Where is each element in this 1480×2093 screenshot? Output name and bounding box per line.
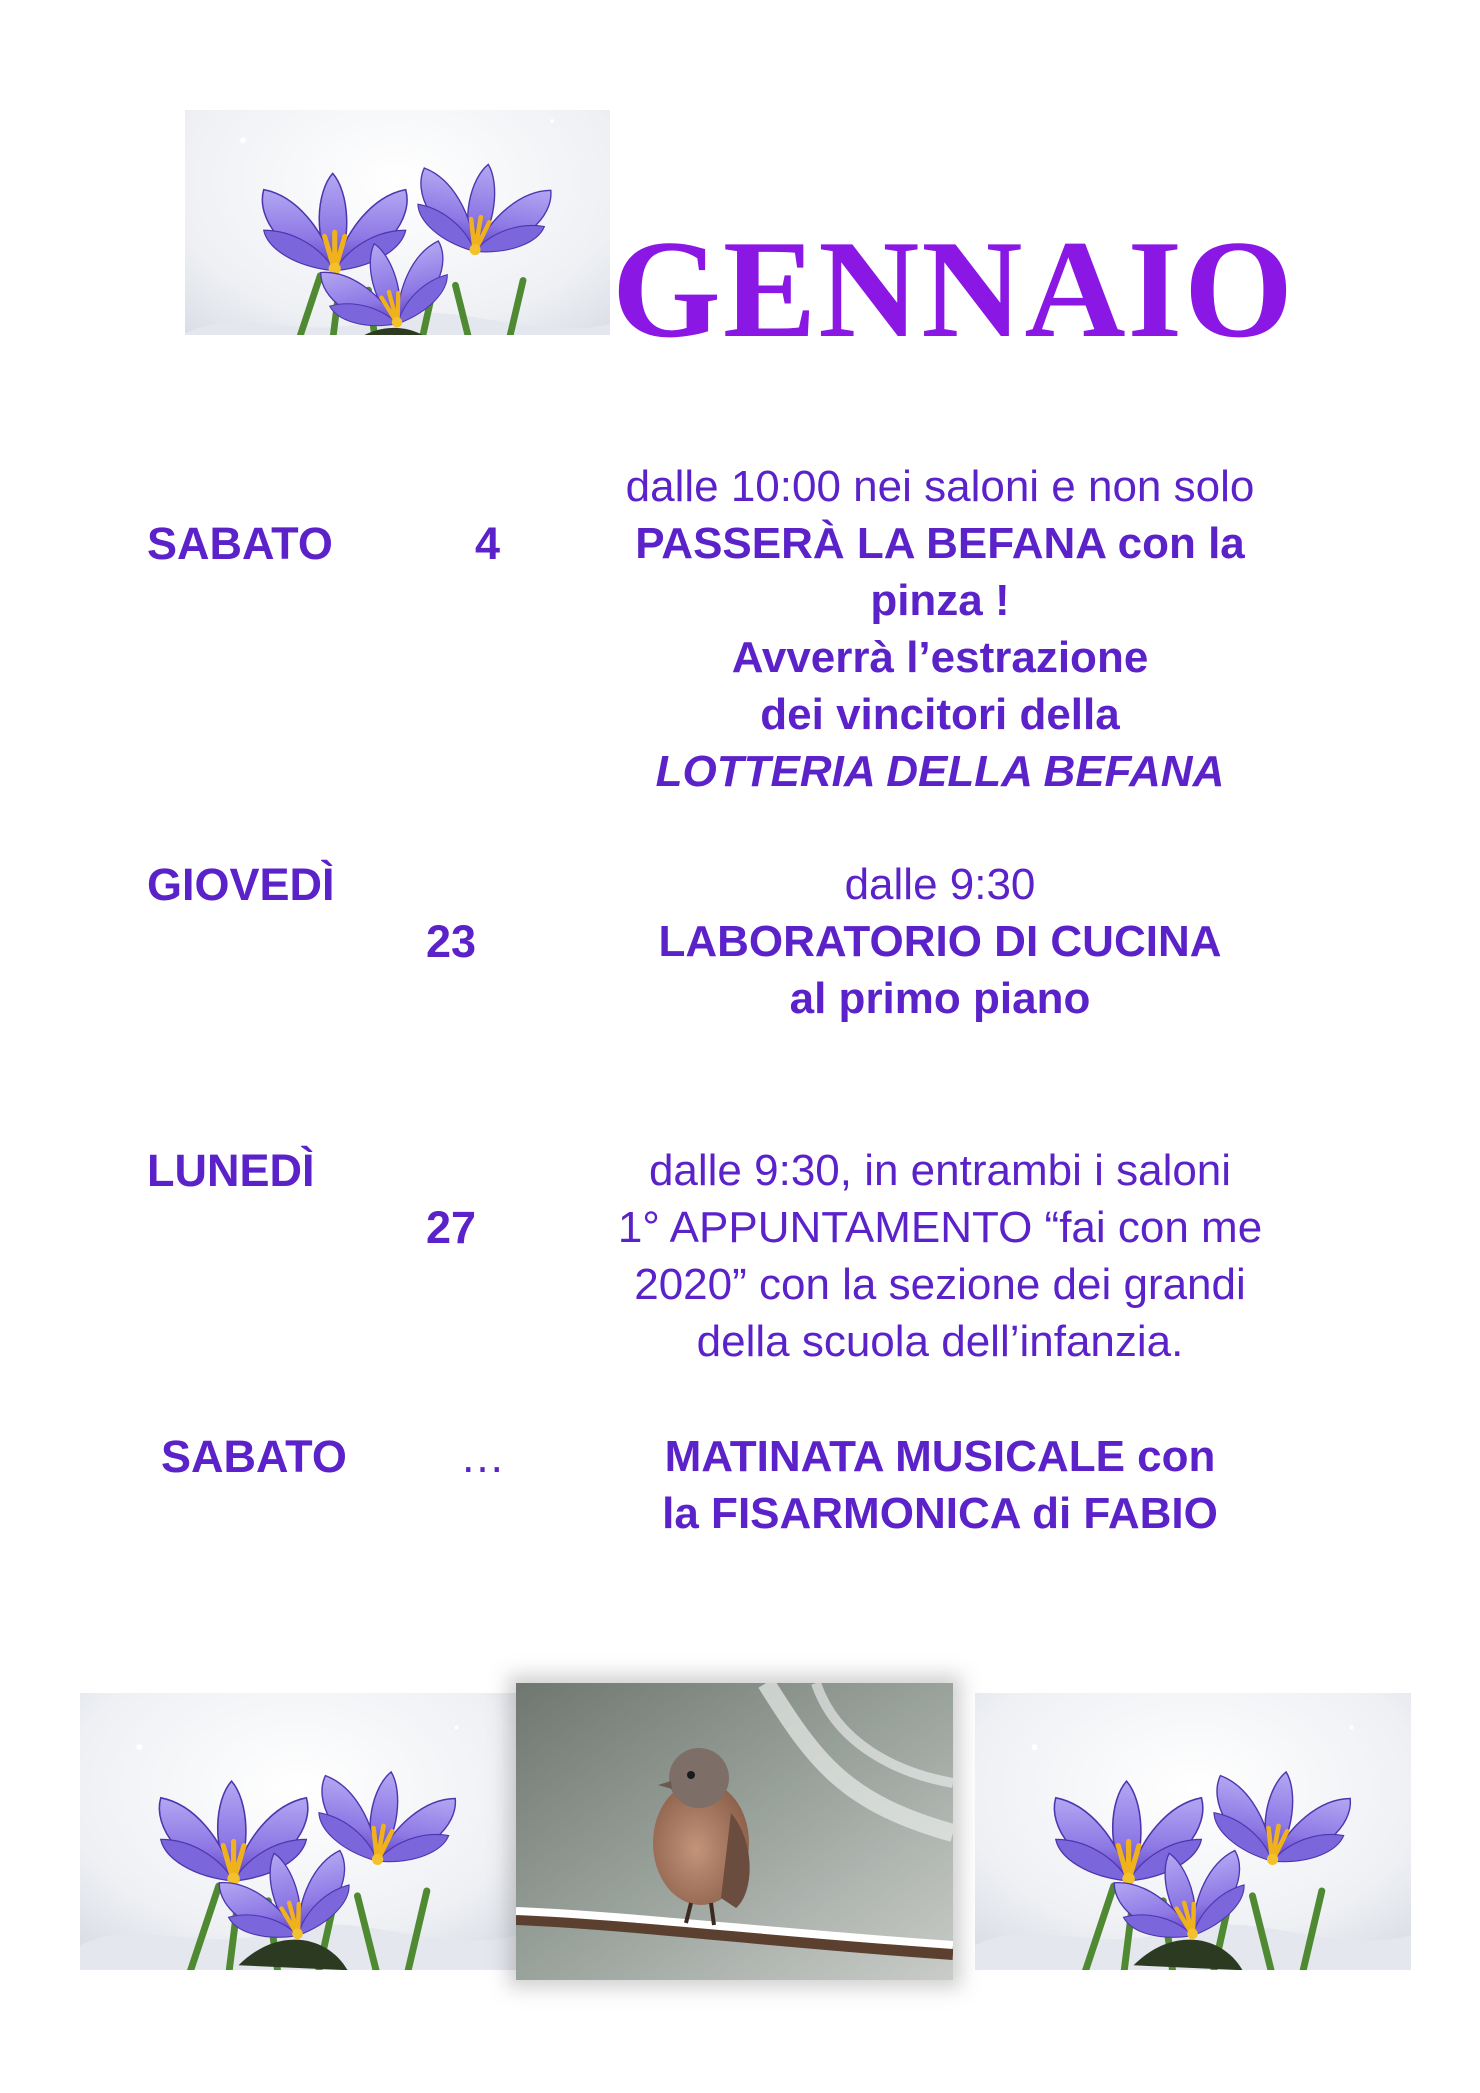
event-title: pinza ! [870, 576, 1010, 625]
event-description [540, 1142, 1340, 1370]
event-day: GIOVEDÌ [147, 859, 335, 910]
event-day: LUNEDÌ [147, 1145, 315, 1196]
event-date: 27 [425, 1202, 476, 1253]
event-detail: dei vincitori della [760, 690, 1120, 739]
event-detail: la FISARMONICA di FABIO [662, 1489, 1218, 1538]
crocus-flowers [80, 1693, 516, 1970]
event-detail: al primo piano [789, 974, 1091, 1023]
header-crocus-image [185, 110, 610, 335]
event-date: … [460, 1431, 505, 1482]
footer-bird-image [516, 1683, 953, 1980]
event-description [540, 458, 1340, 800]
event-date: 4 [474, 518, 500, 569]
footer-crocus-image-left [80, 1693, 516, 1970]
event-time: dalle 9:30, in entrambi i saloni [648, 1146, 1232, 1195]
event-day: SABATO [161, 1431, 347, 1482]
event-description [540, 1428, 1340, 1542]
event-time: dalle 10:00 nei saloni e non solo [625, 462, 1255, 511]
bird-on-branch [516, 1683, 953, 1980]
event-highlight: LOTTERIA DELLA BEFANA [655, 747, 1225, 796]
event-detail: Avverrà l’estrazione [731, 633, 1149, 682]
event-description [540, 856, 1340, 1027]
event-time: dalle 9:30 [844, 860, 1036, 909]
event-day: SABATO [147, 518, 333, 569]
event-detail: della scuola dell’infanzia. [696, 1317, 1184, 1366]
page-title: GENNAIO [612, 212, 1295, 367]
crocus-flowers [975, 1693, 1411, 1970]
event-detail: 2020” con la sezione dei grandi [634, 1260, 1246, 1309]
crocus-flowers [185, 110, 610, 335]
event-title: PASSERÀ LA BEFANA con la [635, 519, 1245, 568]
event-title: MATINATA MUSICALE con [664, 1432, 1216, 1481]
event-title: LABORATORIO DI CUCINA [658, 917, 1222, 966]
footer-crocus-image-right [975, 1693, 1411, 1970]
event-date: 23 [425, 916, 476, 967]
event-title: 1° APPUNTAMENTO “fai con me [617, 1203, 1263, 1252]
